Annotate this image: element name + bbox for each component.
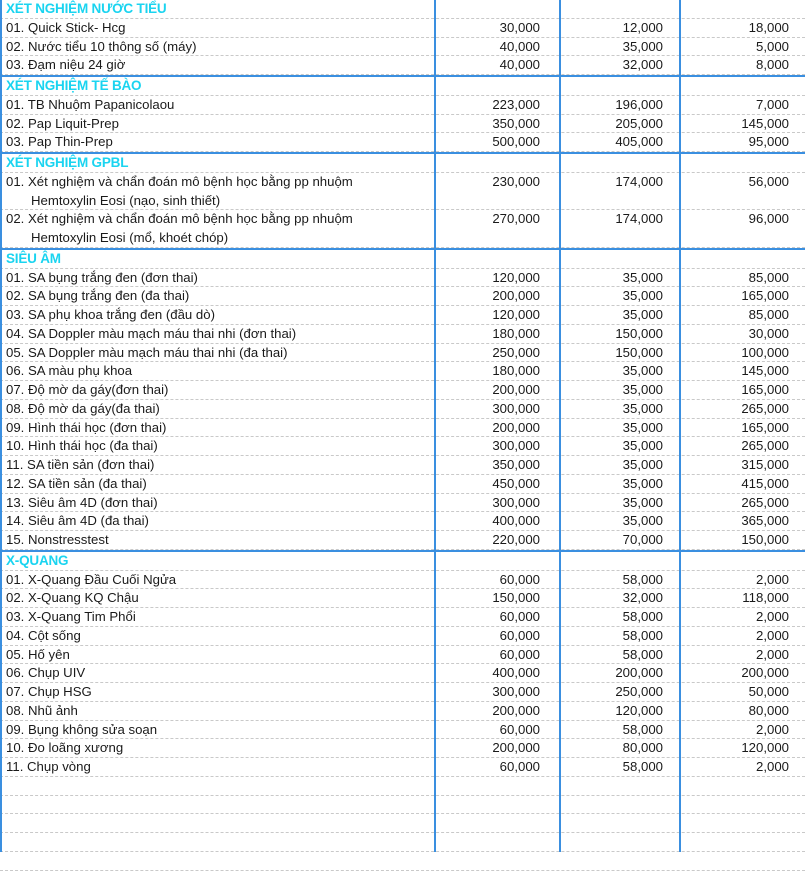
price-col-1: 180,000 bbox=[492, 325, 540, 341]
price-col-3: 118,000 bbox=[742, 590, 789, 606]
section-header-row bbox=[0, 250, 805, 269]
table-row bbox=[0, 758, 805, 777]
price-col-1: 30,000 bbox=[499, 19, 540, 35]
service-name: 09. Bụng không sửa soạn bbox=[6, 721, 158, 737]
service-name-cell bbox=[0, 210, 435, 247]
grid-line-col1 bbox=[434, 0, 436, 852]
table-row bbox=[0, 608, 805, 627]
empty-row bbox=[0, 833, 805, 852]
price-col-3: 165,000 bbox=[741, 419, 789, 435]
price-col-1: 200,000 bbox=[492, 702, 540, 718]
table-row bbox=[0, 306, 805, 325]
service-name: 02. SA bụng trắng đen (đa thai) bbox=[6, 288, 190, 304]
section-title: XÉT NGHIỆM TẾ BÀO bbox=[6, 78, 142, 93]
table-row bbox=[0, 702, 805, 721]
table-row bbox=[0, 475, 805, 494]
service-name: 03. X-Quang Tim Phổi bbox=[6, 609, 136, 624]
section-title: XÉT NGHIỆM NƯỚC TIỂU bbox=[6, 1, 167, 16]
service-name: 06. SA màu phụ khoa bbox=[6, 363, 133, 379]
table-row bbox=[0, 571, 805, 590]
price-col-2: 35,000 bbox=[622, 382, 663, 397]
table-row bbox=[0, 683, 805, 702]
service-name: 08. Độ mờ da gáy(đa thai) bbox=[6, 400, 160, 416]
service-name: 13. Siêu âm 4D (đơn thai) bbox=[6, 494, 158, 510]
service-name: 11. SA tiền sản (đơn thai) bbox=[6, 457, 155, 472]
price-col-2: 196,000 bbox=[615, 96, 663, 112]
price-col-2: 250,000 bbox=[615, 684, 663, 699]
price-col-2: 35,000 bbox=[622, 400, 663, 416]
service-name: 07. Độ mờ da gáy(đơn thai) bbox=[6, 382, 169, 397]
price-col-1: 350,000 bbox=[492, 115, 540, 131]
empty-cell bbox=[560, 0, 680, 18]
table-row bbox=[0, 96, 805, 115]
price-col-3: 96,000 bbox=[748, 211, 789, 227]
price-col-1: 180,000 bbox=[492, 363, 540, 379]
empty-cell bbox=[560, 154, 680, 172]
section-title: X-QUANG bbox=[6, 552, 69, 568]
price-col-2: 35,000 bbox=[622, 307, 663, 322]
service-name: 10. Đo loãng xương bbox=[6, 740, 124, 756]
table-row bbox=[0, 362, 805, 381]
price-col-3: 2,000 bbox=[755, 609, 789, 624]
price-col-2: 35,000 bbox=[622, 288, 663, 304]
price-col-1: 300,000 bbox=[492, 684, 540, 699]
price-col-1: 200,000 bbox=[492, 382, 540, 397]
table-row bbox=[0, 531, 805, 550]
price-col-3: 365,000 bbox=[741, 513, 789, 529]
price-col-2: 405,000 bbox=[615, 134, 663, 150]
service-name: 02. Pap Liquit-Prep bbox=[6, 115, 119, 131]
empty-cell bbox=[680, 552, 805, 570]
table-row bbox=[0, 721, 805, 740]
price-col-2: 200,000 bbox=[615, 665, 663, 681]
table-row bbox=[0, 56, 805, 75]
section-title: XÉT NGHIỆM GPBL bbox=[6, 155, 129, 170]
service-name: 10. Hình thái học (đa thai) bbox=[6, 438, 158, 454]
price-col-1: 200,000 bbox=[492, 288, 540, 304]
price-col-2: 58,000 bbox=[622, 721, 663, 737]
price-col-2: 35,000 bbox=[622, 38, 663, 54]
service-name: 09. Hình thái học (đơn thai) bbox=[6, 419, 167, 435]
price-col-2: 58,000 bbox=[622, 571, 663, 587]
section-title: SIÊU ÂM bbox=[6, 250, 61, 266]
section-header-row bbox=[0, 77, 805, 96]
empty-cell bbox=[435, 154, 560, 172]
price-col-2: 58,000 bbox=[622, 759, 663, 774]
table-section bbox=[0, 250, 805, 552]
empty-cell bbox=[435, 250, 560, 268]
table-row bbox=[0, 664, 805, 683]
service-name: 02. Nước tiểu 10 thông số (máy) bbox=[6, 38, 197, 54]
price-col-3: 265,000 bbox=[741, 438, 789, 454]
price-col-3: 85,000 bbox=[748, 269, 789, 285]
empty-cell bbox=[435, 552, 560, 570]
price-col-1: 60,000 bbox=[499, 571, 540, 587]
price-col-2: 35,000 bbox=[622, 269, 663, 285]
service-name: 03. Pap Thin-Prep bbox=[6, 134, 113, 150]
table-row bbox=[0, 400, 805, 419]
table-row bbox=[0, 269, 805, 288]
price-col-2: 35,000 bbox=[622, 419, 663, 435]
price-col-1: 230,000 bbox=[492, 173, 540, 189]
grid-line-col2 bbox=[559, 0, 561, 852]
table-row bbox=[0, 456, 805, 475]
price-col-1: 120,000 bbox=[492, 307, 540, 322]
service-name: 01. Xét nghiệm và chẩn đoán mô bệnh học bằng pp nhuộm bbox=[6, 173, 353, 189]
section-header-row bbox=[0, 552, 805, 571]
empty-cell bbox=[680, 0, 805, 18]
price-col-1: 300,000 bbox=[492, 400, 540, 416]
price-col-3: 85,000 bbox=[748, 307, 789, 322]
price-col-1: 220,000 bbox=[492, 532, 540, 547]
service-name: 01. TB Nhuộm Papanicolaou bbox=[6, 96, 175, 112]
price-col-3: 8,000 bbox=[755, 57, 789, 73]
price-col-2: 150,000 bbox=[615, 344, 663, 360]
price-col-3: 80,000 bbox=[748, 702, 789, 718]
table-section bbox=[0, 552, 805, 871]
price-col-3: 7,000 bbox=[755, 96, 789, 112]
empty-cell bbox=[560, 77, 680, 95]
service-name: 04. SA Doppler màu mạch máu thai nhi (đơn thai) bbox=[6, 325, 297, 341]
price-col-3: 415,000 bbox=[741, 475, 789, 491]
price-col-3: 100,000 bbox=[741, 344, 789, 360]
price-col-1: 60,000 bbox=[499, 627, 540, 643]
price-col-3: 2,000 bbox=[755, 721, 789, 737]
table-row bbox=[0, 646, 805, 665]
price-col-2: 120,000 bbox=[615, 702, 663, 718]
empty-cell bbox=[680, 154, 805, 172]
table-row bbox=[0, 133, 805, 152]
price-col-3: 30,000 bbox=[748, 325, 789, 341]
service-name: 05. SA Doppler màu mạch máu thai nhi (đa thai) bbox=[6, 344, 288, 360]
price-col-3: 2,000 bbox=[755, 627, 789, 643]
price-col-3: 2,000 bbox=[755, 759, 789, 774]
price-col-3: 265,000 bbox=[741, 400, 789, 416]
table-section bbox=[0, 0, 805, 77]
price-col-3: 56,000 bbox=[748, 173, 789, 189]
price-col-3: 165,000 bbox=[741, 382, 789, 397]
table-row bbox=[0, 739, 805, 758]
price-col-2: 58,000 bbox=[622, 627, 663, 643]
price-col-3: 18,000 bbox=[748, 19, 789, 35]
price-col-1: 270,000 bbox=[492, 211, 540, 227]
table-row bbox=[0, 173, 805, 211]
price-col-3: 145,000 bbox=[741, 363, 789, 379]
table-row bbox=[0, 210, 805, 248]
price-col-3: 165,000 bbox=[741, 288, 789, 304]
price-col-2: 32,000 bbox=[622, 57, 663, 73]
price-col-1: 400,000 bbox=[492, 665, 540, 681]
service-name: 01. Quick Stick- Hcg bbox=[6, 19, 126, 35]
table-section bbox=[0, 154, 805, 250]
price-col-1: 500,000 bbox=[492, 134, 540, 150]
service-name: 14. Siêu âm 4D (đa thai) bbox=[6, 513, 149, 529]
price-col-2: 35,000 bbox=[622, 438, 663, 454]
service-name: 06. Chụp UIV bbox=[6, 665, 86, 681]
price-col-1: 200,000 bbox=[492, 740, 540, 756]
price-col-1: 400,000 bbox=[492, 513, 540, 529]
service-name-continued: Hemtoxylin Eosi (nạo, sinh thiết) bbox=[31, 192, 221, 208]
price-col-3: 50,000 bbox=[748, 684, 789, 699]
table-row bbox=[0, 512, 805, 531]
section-header-row bbox=[0, 154, 805, 173]
price-col-2: 70,000 bbox=[622, 532, 663, 547]
service-name: 02. X-Quang KQ Chậu bbox=[6, 590, 139, 606]
price-col-2: 205,000 bbox=[615, 115, 663, 131]
service-name: 05. Hố yên bbox=[6, 646, 70, 662]
price-col-2: 58,000 bbox=[622, 609, 663, 624]
table-section bbox=[0, 77, 805, 154]
price-col-1: 40,000 bbox=[499, 57, 540, 73]
price-col-3: 5,000 bbox=[755, 38, 789, 54]
empty-cell bbox=[435, 77, 560, 95]
table-row bbox=[0, 419, 805, 438]
price-col-1: 350,000 bbox=[492, 457, 540, 472]
empty-cell bbox=[680, 77, 805, 95]
price-col-2: 58,000 bbox=[622, 646, 663, 662]
table-row bbox=[0, 627, 805, 646]
price-col-3: 2,000 bbox=[755, 646, 789, 662]
price-col-2: 174,000 bbox=[615, 173, 663, 189]
price-col-2: 80,000 bbox=[622, 740, 663, 756]
price-col-1: 450,000 bbox=[492, 475, 540, 491]
table-row bbox=[0, 589, 805, 608]
service-name: 07. Chụp HSG bbox=[6, 684, 92, 699]
price-col-3: 200,000 bbox=[741, 665, 789, 681]
price-col-2: 35,000 bbox=[622, 457, 663, 472]
table-row bbox=[0, 494, 805, 513]
service-name: 12. SA tiền sản (đa thai) bbox=[6, 475, 147, 491]
table-row bbox=[0, 19, 805, 38]
service-name: 02. Xét nghiệm và chẩn đoán mô bệnh học bằng pp nhuộm bbox=[6, 211, 353, 227]
price-col-1: 120,000 bbox=[492, 269, 540, 285]
grid-line-left bbox=[0, 0, 2, 852]
service-name: 01. X-Quang Đầu Cuối Ngửa bbox=[6, 571, 177, 587]
table-row bbox=[0, 325, 805, 344]
empty-cell bbox=[560, 552, 680, 570]
service-name: 03. SA phụ khoa trắng đen (đầu dò) bbox=[6, 307, 215, 322]
price-col-2: 12,000 bbox=[622, 19, 663, 35]
section-header-row bbox=[0, 0, 805, 19]
price-col-1: 300,000 bbox=[492, 494, 540, 510]
price-col-3: 95,000 bbox=[748, 134, 789, 150]
price-col-2: 32,000 bbox=[622, 590, 663, 606]
price-col-1: 60,000 bbox=[499, 759, 540, 774]
price-col-1: 150,000 bbox=[492, 590, 540, 606]
table-row bbox=[0, 115, 805, 134]
table-row bbox=[0, 437, 805, 456]
table-row bbox=[0, 287, 805, 306]
price-col-3: 120,000 bbox=[741, 740, 789, 756]
price-col-2: 35,000 bbox=[622, 494, 663, 510]
price-col-1: 250,000 bbox=[492, 344, 540, 360]
price-col-3: 150,000 bbox=[741, 532, 789, 547]
service-name: 01. SA bụng trắng đen (đơn thai) bbox=[6, 269, 198, 285]
price-col-2: 35,000 bbox=[622, 363, 663, 379]
price-col-1: 300,000 bbox=[492, 438, 540, 454]
price-col-3: 315,000 bbox=[741, 457, 789, 472]
price-col-1: 200,000 bbox=[492, 419, 540, 435]
service-name-cell bbox=[0, 173, 435, 210]
empty-row bbox=[0, 852, 805, 871]
empty-row bbox=[0, 777, 805, 796]
service-name: 04. Cột sống bbox=[6, 627, 81, 643]
grid-line-col3 bbox=[679, 0, 681, 852]
empty-row bbox=[0, 814, 805, 833]
empty-cell bbox=[560, 250, 680, 268]
empty-row bbox=[0, 796, 805, 815]
table-row bbox=[0, 381, 805, 400]
empty-cell bbox=[680, 250, 805, 268]
price-col-1: 60,000 bbox=[499, 721, 540, 737]
service-name: 11. Chụp vòng bbox=[6, 759, 91, 774]
service-name: 03. Đạm niệu 24 giờ bbox=[6, 57, 126, 73]
price-col-1: 223,000 bbox=[492, 96, 540, 112]
empty-cell bbox=[435, 0, 560, 18]
service-name-continued: Hemtoxylin Eosi (mổ, khoét chóp) bbox=[31, 230, 229, 245]
price-col-2: 150,000 bbox=[615, 325, 663, 341]
price-col-1: 40,000 bbox=[499, 38, 540, 54]
price-col-3: 145,000 bbox=[741, 115, 789, 131]
price-col-3: 2,000 bbox=[755, 571, 789, 587]
price-col-1: 60,000 bbox=[499, 609, 540, 624]
price-col-3: 265,000 bbox=[741, 494, 789, 510]
price-col-2: 35,000 bbox=[622, 475, 663, 491]
price-col-2: 174,000 bbox=[615, 211, 663, 227]
price-col-2: 35,000 bbox=[622, 513, 663, 529]
table-row bbox=[0, 344, 805, 363]
service-name: 08. Nhũ ảnh bbox=[6, 702, 78, 718]
service-name: 15. Nonstresstest bbox=[6, 532, 109, 547]
table-row bbox=[0, 38, 805, 57]
price-col-1: 60,000 bbox=[499, 646, 540, 662]
